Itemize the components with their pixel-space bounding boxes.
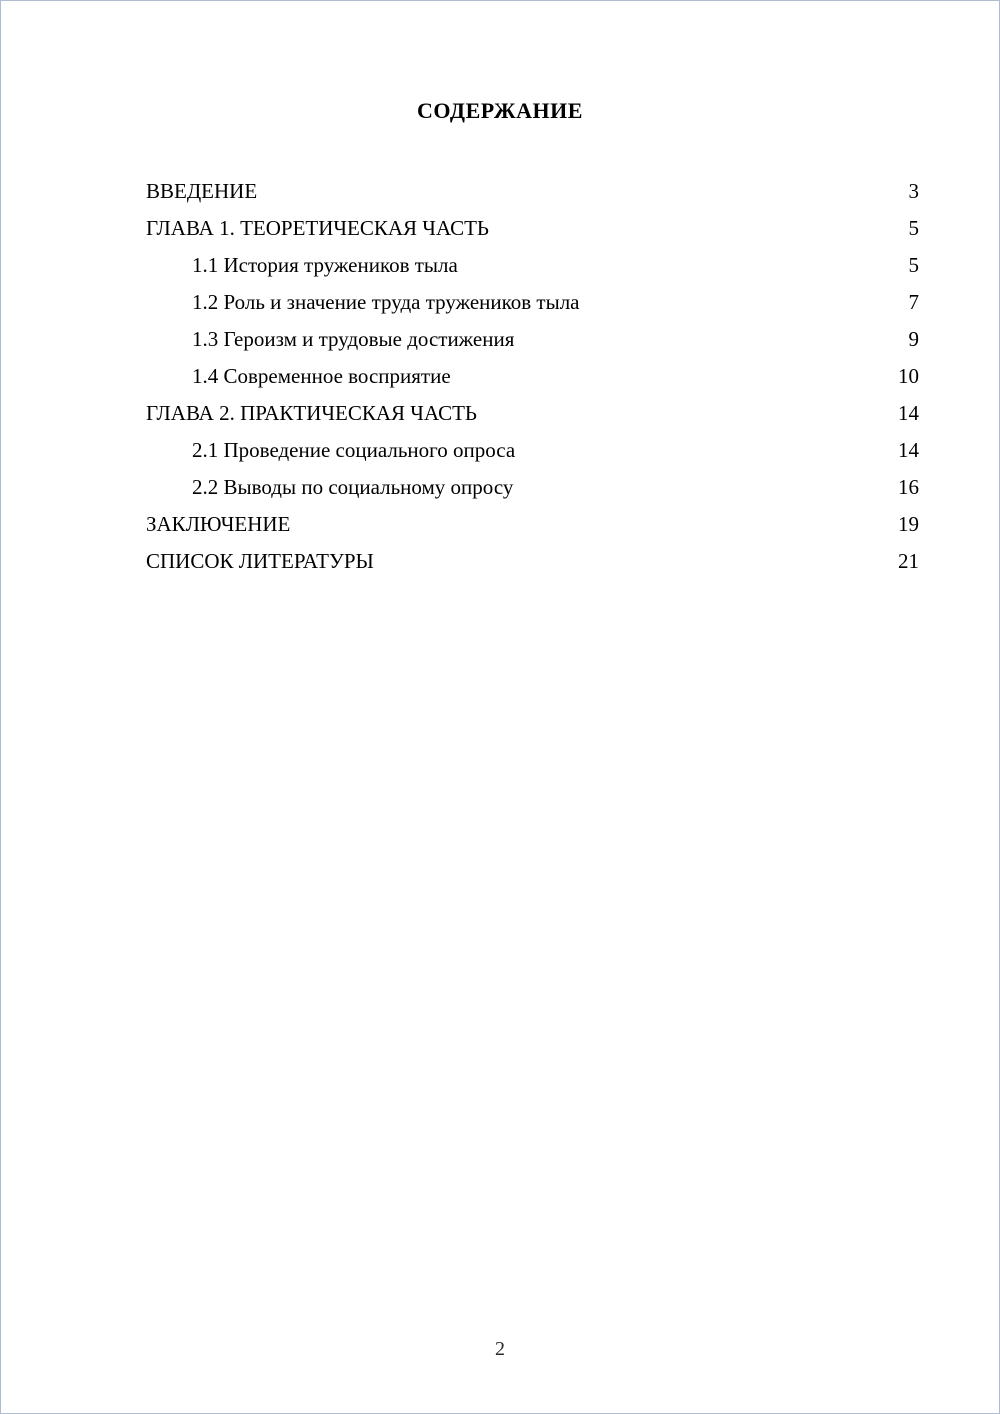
- toc-entry: [146, 321, 919, 358]
- toc-entry-page-number: 5: [908, 253, 919, 277]
- toc-entry: [146, 506, 919, 543]
- toc-entry: [146, 284, 919, 321]
- page-title: СОДЕРЖАНИЕ: [417, 98, 583, 123]
- toc-entry-page-number: 19: [898, 512, 919, 536]
- toc-entry-label: ЗАКЛЮЧЕНИЕ: [146, 512, 291, 536]
- toc-entry: [146, 247, 919, 284]
- toc-entry-page-number: 3: [908, 179, 919, 203]
- toc-entry-page-number: 16: [898, 475, 919, 499]
- toc-entry-label: 1.1 История тружеников тыла: [192, 253, 458, 277]
- toc-entry: [146, 173, 919, 210]
- toc-entry-label: СПИСОК ЛИТЕРАТУРЫ: [146, 549, 374, 573]
- page-number: 2: [495, 1338, 505, 1360]
- toc-entry-page-number: 7: [908, 290, 919, 314]
- toc-entry: [146, 543, 919, 580]
- toc-entry-page-number: 9: [908, 327, 919, 351]
- toc-entry-page-number: 14: [898, 438, 919, 462]
- toc-entry-label: 1.3 Героизм и трудовые достижения: [192, 327, 515, 351]
- toc-entry-label: 2.1 Проведение социального опроса: [192, 438, 516, 462]
- toc-entry: [146, 432, 919, 469]
- toc-entry-page-number: 10: [898, 364, 919, 388]
- table-of-contents: [1, 173, 999, 580]
- toc-entry-label: 2.2 Выводы по социальному опросу: [192, 475, 514, 499]
- toc-entry-page-number: 5: [908, 216, 919, 240]
- toc-entry-label: 1.4 Современное восприятие: [192, 364, 451, 388]
- toc-entry-label: ВВЕДЕНИЕ: [146, 179, 258, 203]
- toc-entry: [146, 358, 919, 395]
- toc-entry-page-number: 21: [898, 549, 919, 573]
- toc-entry: [146, 210, 919, 247]
- toc-entry-label: ГЛАВА 2. ПРАКТИЧЕСКАЯ ЧАСТЬ: [146, 401, 477, 425]
- toc-entry-page-number: 14: [898, 401, 919, 425]
- toc-entry: [146, 395, 919, 432]
- toc-entry-label: 1.2 Роль и значение труда тружеников тыла: [192, 290, 580, 314]
- toc-entry-label: ГЛАВА 1. ТЕОРЕТИЧЕСКАЯ ЧАСТЬ: [146, 216, 489, 240]
- toc-entry: [146, 469, 919, 506]
